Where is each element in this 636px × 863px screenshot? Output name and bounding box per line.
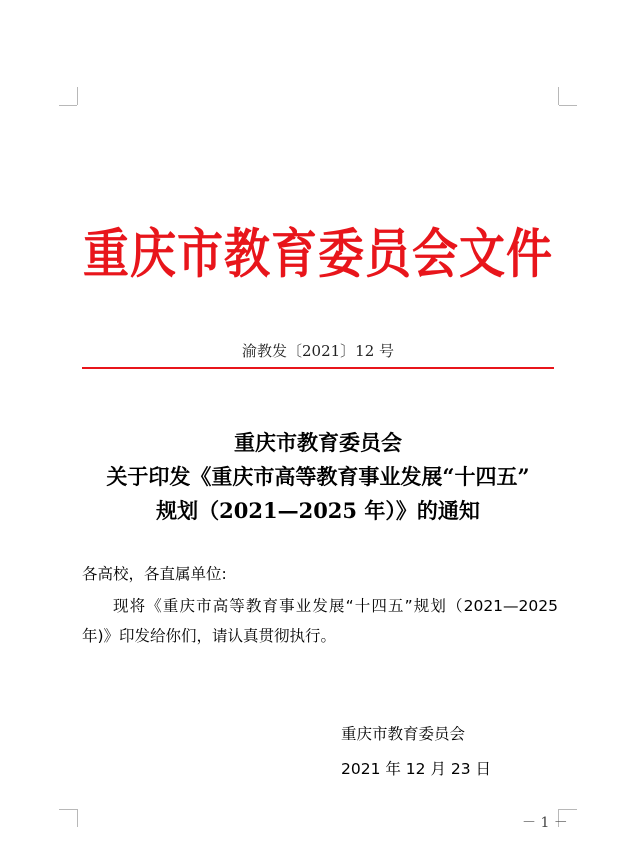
notice-title	[0, 426, 636, 528]
red-divider-line	[82, 367, 554, 369]
signer-organization: 重庆市教育委员会	[341, 725, 466, 743]
notice-title-line-3: 规划（2021—2025 年）》的通知	[156, 498, 480, 523]
signing-date: 2021 年 12 月 23 日	[341, 760, 492, 778]
crop-mark-top-right	[558, 87, 577, 106]
document-number: 渝教发〔2021〕12 号	[241, 342, 395, 360]
page-number: － 1 －	[522, 815, 568, 831]
crop-mark-top-left	[59, 87, 78, 106]
body-paragraph: 现将《重庆市高等教育事业发展“十四五”规划（2021—2025 年)》印发给你们，请认真贯彻执行。	[82, 597, 558, 645]
document-header-title: 重庆市教育委员会文件	[83, 222, 553, 285]
notice-title-line-2: 关于印发《重庆市高等教育事业发展“十四五”	[106, 464, 530, 489]
salutation: 各高校，各直属单位:	[82, 565, 227, 583]
notice-title-line-1: 重庆市教育委员会	[234, 430, 402, 455]
crop-mark-bottom-left	[59, 809, 78, 828]
